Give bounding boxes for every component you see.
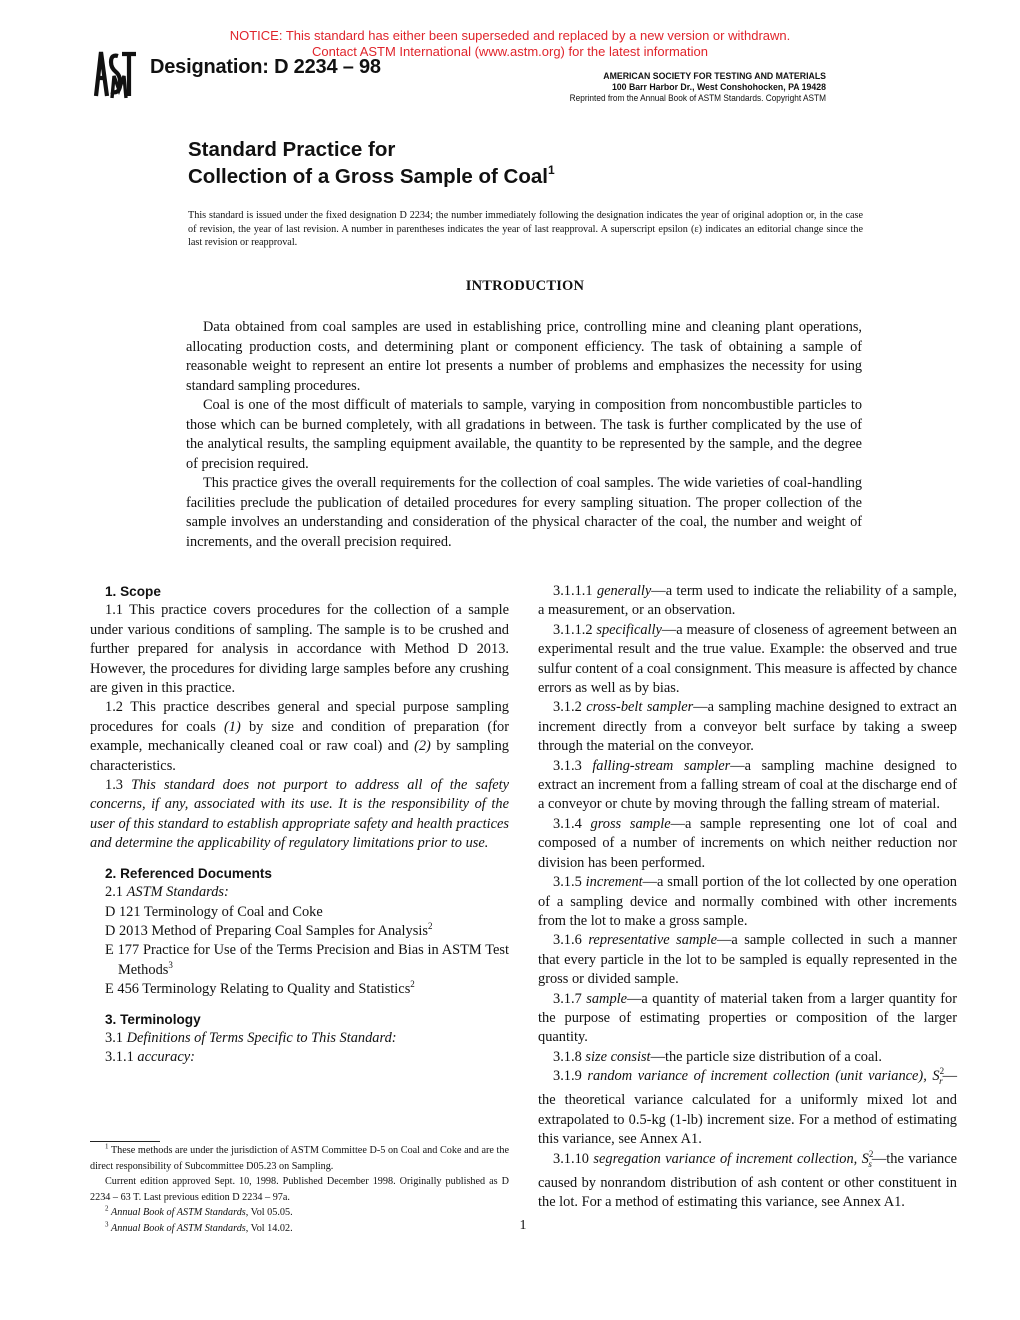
reference-text: E 456 Terminology Relating to Quality and Statistics — [105, 981, 411, 998]
def-term: gross sample — [590, 815, 671, 832]
astm-logo — [92, 46, 138, 100]
referenced-2-1 — [90, 883, 509, 902]
notice-line-1: NOTICE: This standard has either been superseded and replaced by a new version or withdrawn. — [229, 28, 791, 43]
scope-1-2-text: by size and condition of preparation (for example, mechanically cleaned coal or raw coal) and — [90, 718, 509, 755]
def-term: specifically — [596, 621, 662, 638]
introduction-body — [186, 318, 862, 552]
def-text: —a measure of closeness of agreement between an experimental result and the true value. Example: the observed and true sulfur content of a coal consignment. This measure is affected by chance errors as well as by bias. — [538, 621, 957, 697]
definition — [538, 582, 957, 621]
footnote-source: Annual Book of ASTM Standards — [111, 1207, 246, 1219]
definition-random-variance — [538, 1067, 957, 1150]
reference-text: D 121 Terminology of Coal and Coke — [105, 903, 323, 920]
footnote-1 — [90, 1143, 509, 1174]
reference-sup: 3 — [168, 959, 173, 970]
reference-sup: 2 — [427, 921, 433, 932]
reprint-note: Reprinted from the Annual Book of ASTM Standards. Copyright ASTM — [569, 93, 826, 103]
def-text: —a sampling machine designed to extract an increment directly from a conveyor belt surface by taking a sweep through the material on the conveyor. — [538, 699, 957, 755]
introduction-heading: INTRODUCTION — [465, 278, 585, 294]
scope-1-2-item: (1) — [224, 718, 241, 735]
safety-caveat: This standard does not purport to address all of the safety concerns, if any, associated with its use. It is the responsibility of the user of this standard to establish appropriate safety and health practices and determine the applicability of regulatory limitations prior to use. — [90, 777, 509, 852]
def-text: —a sample representing one lot of coal and composed of a number of increments on which neither reduction nor division has been performed. — [538, 815, 957, 871]
def-num: 3.1.4 — [553, 815, 591, 832]
definition — [538, 815, 957, 873]
def-text: —a sample collected in such a manner that every particle in the lot to be sampled is equally represented in the gross or divided sample. — [538, 932, 957, 988]
definition — [538, 1048, 957, 1067]
term-title: Definitions of Terms Specific to This Standard: — [126, 1029, 397, 1046]
def-term: sample — [586, 990, 628, 1007]
def-term: representative sample — [588, 932, 717, 949]
footnote-mark: 2 — [105, 1204, 109, 1213]
def-sub: r — [939, 1076, 943, 1087]
def-term: segregation variance of increment collection, S — [593, 1150, 869, 1167]
definition — [538, 931, 957, 989]
scope-1-3-num: 1.3 — [105, 777, 132, 794]
def-num: 3.1.9 — [553, 1068, 588, 1085]
footnote-volume: , Vol 05.05. — [245, 1207, 293, 1219]
definition — [538, 990, 957, 1048]
footnote-source: Annual Book of ASTM Standards — [111, 1222, 246, 1234]
definition — [538, 621, 957, 699]
scope-1-2-text: 1.2 This practice describes general and special purpose sampling procedures for coals — [90, 699, 509, 735]
intro-paragraph: This practice gives the overall requirements for the collection of coal samples. The wide varieties of coal-handling facilities preclude the publication of detailed procedures for every sampling situation. The proper collection of the sample involves an understanding and consideration of the physical character of the coal, the number and weight of increments, and the overall precision required. — [186, 475, 862, 550]
publisher-name: AMERICAN SOCIETY FOR TESTING AND MATERIALS — [603, 71, 826, 82]
def-text: —the particle size distribution of a coal. — [650, 1048, 882, 1065]
def-sup: 2 — [939, 1066, 945, 1077]
referenced-subtitle: ASTM Standards: — [126, 884, 229, 901]
intro-paragraph: Data obtained from coal samples are used in establishing price, controlling mine and cleaning plant operations, allocating production costs, and determining plant or component efficiency. The task of obtaining a sample of reasonable weight to represent an entire lot presents a number of problems and emphasizes the necessity for using standard sampling procedures. — [186, 319, 862, 394]
def-num: 3.1.3 — [553, 757, 593, 774]
definition — [538, 873, 957, 931]
def-sup: 2 — [868, 1148, 874, 1159]
left-column — [90, 582, 509, 1068]
title-text: Collection of a Gross Sample of Coal — [188, 165, 548, 188]
def-sub: s — [868, 1158, 872, 1169]
notice-line-2: Contact ASTM International (www.astm.org) for the latest information — [312, 44, 708, 59]
def-term: size consist — [585, 1048, 651, 1065]
term-num: 3.1.1 — [105, 1049, 138, 1066]
reference-item — [90, 980, 509, 999]
issued-note: This standard is issued under the fixed designation D 2234; the number immediately following the designation indicates the year of original adoption or, in the case of revision, the year of last revision. A number in parentheses indicates the year of last reapproval. A superscript epsilon (ε) indicates an editorial change since the last revision or reapproval. — [188, 210, 863, 249]
def-num: 3.1.8 — [553, 1048, 586, 1065]
def-num: 3.1.5 — [553, 874, 586, 891]
footnote-text: These methods are under the jurisdiction of ASTM Committee D-5 on Coal and Coke and are the direct responsibility of Subcommittee D05.23 on Sampling. — [90, 1145, 509, 1172]
def-num: 3.1.10 — [553, 1150, 594, 1167]
scope-heading: 1. Scope — [105, 584, 161, 599]
page-number: 1 — [519, 1218, 527, 1233]
definition-segregation-variance — [538, 1150, 957, 1213]
def-text: —a small portion of the lot collected by one operation of a sampling device and normally combined with other increments from the lot to make a gross sample. — [538, 874, 957, 929]
term-num: 3.1 — [105, 1029, 127, 1046]
def-num: 3.1.1.2 — [553, 621, 597, 638]
def-text: —a term used to indicate the reliability of a sample, a measurement, or an observation. — [538, 583, 957, 619]
footnote-mark: 3 — [105, 1220, 109, 1229]
right-column — [538, 582, 957, 1213]
scope-1-1: 1.1 This practice covers procedures for the collection of a sample under various conditions of sampling. The sample is to be crushed and further prepared for analysis in accordance with Method D 2013. However, the procedures for dividing large samples before any crushing are given in this practice. — [90, 602, 509, 697]
def-term: random variance of increment collection (unit variance), S — [587, 1068, 940, 1085]
designation: Designation: D 2234 – 98 — [150, 56, 381, 78]
terminology-3-1 — [90, 1029, 509, 1048]
document-title — [188, 136, 555, 190]
intro-paragraph: Coal is one of the most difficult of materials to sample, varying in composition from noncombustible particles to those which can be burned completely, with all gradations in between. The task is further complicated by the use of the analytical results, the sampling equipment available, the quantity to be represented by the sample, and the degree of precision required. — [186, 397, 862, 472]
footnote-rule — [90, 1141, 160, 1142]
footnote-volume: , Vol 14.02. — [245, 1222, 293, 1234]
referenced-num: 2.1 — [105, 884, 127, 901]
publisher-block — [471, 71, 826, 104]
terminology-3-1-1 — [90, 1048, 509, 1067]
scope-1-2 — [90, 698, 509, 776]
reference-item — [90, 941, 509, 980]
def-text: —the variance caused by nonrandom distribution of ash content or other constituent in the lot. For a method of estimating this variance, see Annex A1. — [538, 1150, 958, 1211]
def-term: falling-stream sampler — [592, 757, 731, 774]
def-num: 3.1.1.1 — [553, 583, 597, 599]
def-num: 3.1.6 — [553, 932, 589, 949]
title-line-2 — [188, 163, 555, 190]
terminology-heading: 3. Terminology — [105, 1011, 201, 1027]
reference-item — [90, 903, 509, 922]
def-num: 3.1.2 — [553, 699, 587, 716]
title-line-1: Standard Practice for — [188, 138, 396, 161]
def-num: 3.1.7 — [553, 990, 587, 1007]
scope-1-2-text: by sampling characteristics. — [90, 738, 509, 774]
title-footnote-mark: 1 — [547, 163, 555, 177]
def-term: cross-belt sampler — [586, 699, 694, 716]
def-text: —a quantity of material taken from a larger quantity for the purpose of estimating properties or composition of the larger quantity. — [538, 990, 957, 1046]
reference-item — [90, 922, 509, 941]
reference-text: D 2013 Method of Preparing Coal Samples for Analysis — [105, 922, 428, 939]
scope-1-3 — [90, 776, 509, 854]
def-term: increment — [585, 874, 643, 891]
term-title: accuracy: — [137, 1049, 195, 1066]
footnote-1b: Current edition approved Sept. 10, 1998. Published December 1998. Originally published as D 2234 – 63 T. Last previous edition D 2234 – 97a. — [90, 1176, 509, 1203]
referenced-heading: 2. Referenced Documents — [105, 865, 272, 881]
scope-1-2-item: (2) — [414, 738, 431, 755]
definition — [538, 698, 957, 756]
definition — [538, 757, 957, 815]
def-text: —the theoretical variance calculated for a uniformly mixed lot and extrapolated to 0.5-kg (1-lb) increment size. For a method of estimating this variance, see Annex A1. — [538, 1068, 957, 1148]
footnote-mark: 1 — [105, 1142, 109, 1151]
def-term: generally — [596, 583, 652, 599]
publisher-address: 100 Barr Harbor Dr., West Conshohocken, PA 19428 — [611, 82, 826, 93]
def-text: —a sampling machine designed to extract an increment from a falling stream of coal at the discharge end of a conveyor or chute by moving through the falling stream of material. — [538, 757, 957, 813]
reference-text: E 177 Practice for Use of the Terms Precision and Bias in ASTM Test Methods — [105, 942, 509, 978]
reference-sup: 2 — [410, 979, 415, 990]
